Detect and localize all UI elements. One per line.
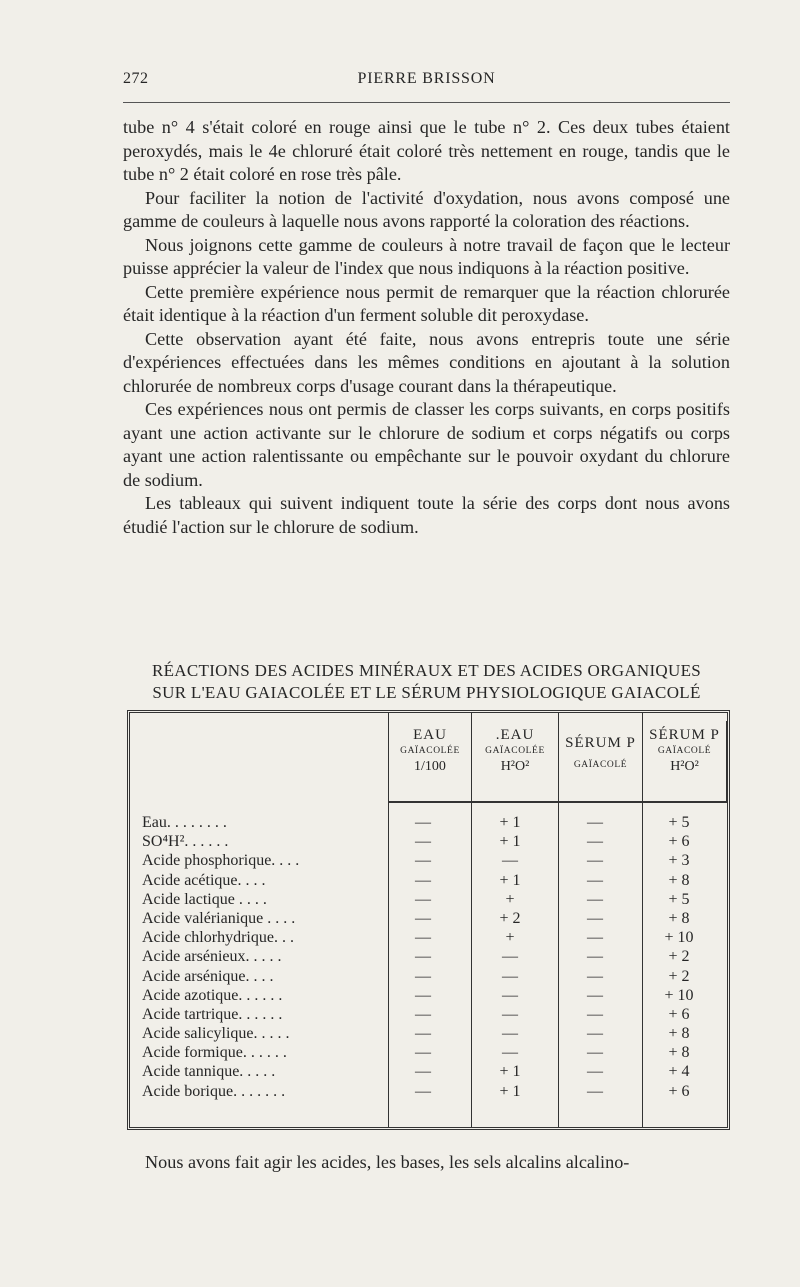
table-row xyxy=(142,909,727,928)
table-cell: — xyxy=(415,1005,431,1023)
column-header-title: EAU xyxy=(413,727,447,743)
table-cell: + 4 xyxy=(668,1063,690,1081)
column-header-subtitle: GAÏACOLÉE xyxy=(485,746,545,756)
table-cell: — xyxy=(415,852,431,870)
table-cell: — xyxy=(415,1025,431,1043)
table-cell: + 5 xyxy=(668,814,690,831)
table-cell: + xyxy=(505,890,515,908)
table-cell: — xyxy=(587,1044,603,1062)
paragraph: Cette première expérience nous permit de remarquer que la réaction chlorurée était identique à la réaction d'un ferment soluble dit peroxydase. xyxy=(123,281,730,325)
table-row xyxy=(142,871,727,890)
table-cell: — xyxy=(587,852,603,870)
row-label: SO⁴H². . . . . . xyxy=(142,833,229,851)
table-cell: — xyxy=(502,1025,518,1043)
column-header-subtitle: GAÏACOLÉ xyxy=(573,760,628,770)
table-cell: — xyxy=(587,967,603,985)
table-cell: + 6 xyxy=(668,1082,690,1100)
table-cell: + 1 xyxy=(499,1082,521,1100)
row-label: Acide borique. . . . . . . xyxy=(142,1082,286,1100)
table-cell: — xyxy=(587,814,603,831)
table-cell: — xyxy=(502,948,518,966)
row-label: Eau. . . . . . . . xyxy=(142,814,227,831)
page-number: 272 xyxy=(123,70,149,87)
table-cell: + 1 xyxy=(499,871,521,889)
table-cell: + xyxy=(505,929,515,947)
table-cell: — xyxy=(587,948,603,966)
table-cell: + 6 xyxy=(668,1005,690,1023)
table-cell: — xyxy=(415,1044,431,1062)
column-header-subtitle: GAÏACOLÉE xyxy=(400,746,460,756)
table-cell: + 10 xyxy=(664,929,694,947)
table-cell: — xyxy=(587,871,603,889)
paragraph: Pour faciliter la notion de l'activité d'oxydation, nous avons composé une gamme de couleurs à laquelle nous avons rapporté la coloration des réactions. xyxy=(123,187,730,231)
table-body xyxy=(142,813,727,1101)
table-cell: — xyxy=(587,986,603,1004)
table-cell: — xyxy=(502,1005,518,1023)
table-cell: + 1 xyxy=(499,833,521,851)
row-label: Acide valérianique . . . . xyxy=(142,909,296,927)
row-label: Acide arsénieux. . . . . xyxy=(142,948,282,966)
table-cell: + 2 xyxy=(668,948,690,966)
table-cell: — xyxy=(587,1063,603,1081)
table-row xyxy=(142,1062,727,1081)
table-cell: — xyxy=(502,852,518,870)
table-cell: + 2 xyxy=(668,967,690,985)
table-row xyxy=(142,1024,727,1043)
table-cell: + 8 xyxy=(668,909,690,927)
reactions-table xyxy=(127,710,730,1130)
table-row xyxy=(142,1043,727,1062)
table-cell: — xyxy=(415,967,431,985)
table-row xyxy=(142,947,727,966)
table-cell: + 2 xyxy=(499,909,521,927)
table-cell: — xyxy=(415,871,431,889)
table-cell: — xyxy=(415,1082,431,1100)
table-cell: + 10 xyxy=(664,986,694,1004)
table-title-line-2: SUR L'EAU GAIACOLÉE ET LE SÉRUM PHYSIOLOGIQUE GAIACOLÉ xyxy=(152,683,701,702)
row-label: Acide salicylique. . . . . xyxy=(142,1025,290,1043)
table-cell: — xyxy=(587,1005,603,1023)
running-head: PIERRE BRISSON xyxy=(357,70,496,87)
table-cell: — xyxy=(502,967,518,985)
row-label: Acide arsénique. . . . xyxy=(142,967,274,985)
table-cell: + 6 xyxy=(668,833,690,851)
body-text xyxy=(123,116,730,539)
table-cell: — xyxy=(415,929,431,947)
column-header-note: H²O² xyxy=(670,759,699,774)
table-cell: — xyxy=(415,890,431,908)
row-label: Acide tannique. . . . . xyxy=(142,1063,276,1081)
table-row xyxy=(142,851,727,870)
table-cell: — xyxy=(587,929,603,947)
row-label: Acide acétique. . . . xyxy=(142,871,266,889)
row-label: Acide chlorhydrique. . . xyxy=(142,929,294,947)
column-header-serum xyxy=(558,721,643,803)
row-label: Acide lactique . . . . xyxy=(142,890,267,908)
table-row xyxy=(142,1082,727,1101)
table-cell: — xyxy=(415,1063,431,1081)
column-header-note: 1/100 xyxy=(414,759,446,774)
closing-paragraph: Nous avons fait agir les acides, les bases, les sels alcalins alcalino- xyxy=(145,1152,630,1172)
paragraph: tube n° 4 s'était coloré en rouge ainsi que le tube n° 2. Ces deux tubes étaient peroxydés, mais le 4e chloruré était coloré très nettement en rouge, tandis que le tube n° 2 était coloré en rose très pâle. xyxy=(123,117,730,184)
table-cell: — xyxy=(415,814,431,831)
paragraph: Ces expériences nous ont permis de classer les corps suivants, en corps positifs ayant une action activante sur le chlorure de sodium et corps négatifs ou corps ayant une action ralentissante ou empêchante sur le pouvoir oxydant du chlorure de sodium. xyxy=(123,399,730,490)
row-label: Acide formique. . . . . . xyxy=(142,1044,287,1062)
table-cell: — xyxy=(415,948,431,966)
table-row xyxy=(142,890,727,909)
table-cell: — xyxy=(587,833,603,851)
column-header-title: SÉRUM P xyxy=(565,735,636,751)
column-header-eau xyxy=(388,721,472,803)
table-cell: — xyxy=(502,986,518,1004)
table-cell: + 3 xyxy=(668,852,690,870)
column-header-title: SÉRUM P xyxy=(649,727,720,743)
table-cell: — xyxy=(587,909,603,927)
table-cell: — xyxy=(587,1025,603,1043)
table-cell: + 1 xyxy=(499,1063,521,1081)
row-label: Acide azotique. . . . . . xyxy=(142,986,283,1004)
table-cell: — xyxy=(415,986,431,1004)
table-row xyxy=(142,832,727,851)
column-header-subtitle: GAÏACOLÉ xyxy=(657,746,712,756)
table-title xyxy=(123,660,730,704)
table-row xyxy=(142,1005,727,1024)
table-row xyxy=(142,813,727,832)
table-row xyxy=(142,928,727,947)
row-label: Acide phosphorique. . . . xyxy=(142,852,300,870)
table-row xyxy=(142,967,727,986)
table-cell: — xyxy=(415,833,431,851)
column-header-eau-h2o2 xyxy=(471,721,559,803)
table-cell: + 8 xyxy=(668,871,690,889)
table-cell: + 8 xyxy=(668,1044,690,1062)
table-cell: — xyxy=(502,1044,518,1062)
table-cell: — xyxy=(415,909,431,927)
table-cell: + 8 xyxy=(668,1025,690,1043)
column-header-title: .EAU xyxy=(495,727,535,743)
paragraph: Nous joignons cette gamme de couleurs à notre travail de façon que le lecteur puisse apprécier la valeur de l'index que nous indiquons à la réaction positive. xyxy=(123,234,730,278)
table-cell: — xyxy=(587,890,603,908)
table-cell: + 1 xyxy=(499,814,521,831)
page-header xyxy=(123,70,730,96)
column-header-note: H²O² xyxy=(500,759,530,774)
paragraph: Cette observation ayant été faite, nous avons entrepris toute une série d'expériences effectuées dans les mêmes conditions en ajoutant à la solution chlorurée de nombreux corps d'usage courant dans la thérapeutique. xyxy=(123,328,730,396)
table-cell: — xyxy=(587,1082,603,1100)
table-row xyxy=(142,986,727,1005)
paragraph: Les tableaux qui suivent indiquent toute la série des corps dont nous avons étudié l'action sur le chlorure de sodium. xyxy=(123,493,730,537)
header-rule xyxy=(123,102,730,103)
row-label: Acide tartrique. . . . . . xyxy=(142,1005,283,1023)
table-title-line-1: RÉACTIONS DES ACIDES MINÉRAUX ET DES ACIDES ORGANIQUES xyxy=(151,661,702,680)
column-header-serum-h2o2 xyxy=(642,721,727,803)
table-cell: + 5 xyxy=(668,890,690,908)
